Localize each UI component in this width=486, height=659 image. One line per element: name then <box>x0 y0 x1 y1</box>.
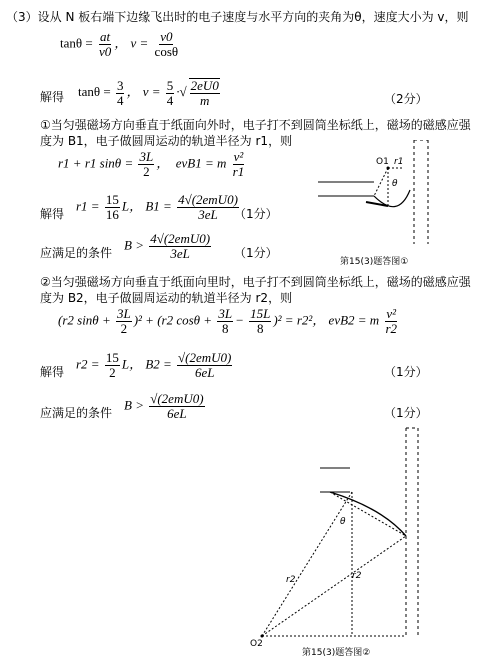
case2-condition <box>124 392 207 421</box>
case2-solution <box>76 351 234 380</box>
case2-condition-b: B > <box>124 397 144 413</box>
case1-figure <box>318 140 486 268</box>
case2-eq-part3-num: 15L <box>250 306 271 321</box>
fig1-r-label: r1 <box>394 157 404 167</box>
fig2-theta-label: θ <box>340 517 346 527</box>
case1-sol-r-num: 15 <box>105 192 119 207</box>
case1-sol-r-fraction <box>105 193 120 222</box>
case1-sol-b-fraction <box>177 193 239 222</box>
eq-tan-fraction <box>98 30 112 59</box>
case1-eq-right-fraction <box>232 150 246 179</box>
case1-eq-left-den: 2 <box>143 164 150 179</box>
case2-text-line2: 度为 B2，电子做圆周运动的轨道半径为 r2，则 <box>40 291 293 305</box>
fig2-r2-label: r2 <box>352 571 362 581</box>
eq-tan-num: at <box>100 29 111 44</box>
fig1-caption: 第15(3)题答图① <box>340 257 409 267</box>
case1-condition-fraction <box>149 232 211 261</box>
sol-v-fraction <box>166 79 175 108</box>
part3-solve-label: 解得 <box>40 90 65 104</box>
fig1-radius-to-plate <box>374 168 388 196</box>
case2-sol-r-num: 15 <box>105 350 119 365</box>
sol-v-root-num: 2eU0 <box>190 78 219 93</box>
sol-tan-den: 4 <box>116 92 124 108</box>
fig2-r-label: r2 <box>286 575 296 585</box>
case2-text-line1: ②当匀强磁场方向垂直于纸面向里时，电子打不到圆筒坐标纸上，磁场的磁感应强 <box>40 275 471 289</box>
case1-eq-right-den: r1 <box>232 164 245 179</box>
case1-sol-b: B1 = <box>145 198 172 214</box>
sol-tan-fraction <box>116 79 125 108</box>
fig2-center-dot <box>261 635 264 638</box>
sol-v-root <box>189 78 220 108</box>
case2-eq-part1-den: 2 <box>120 321 128 336</box>
case1-eq-left-num: 3L <box>139 149 154 164</box>
case2-sol-r-tail: L， <box>121 356 143 372</box>
eq-part3-solution: tanθ = $\frac{3}{4}$ ， v = $\frac{5}{4}$ ·√ $\frac{2eU0}{m}$ <box>78 77 219 108</box>
eq-v-num: v0 <box>160 29 173 44</box>
part3-score: （2分） <box>384 92 428 106</box>
eq-v-den: cosθ <box>154 44 179 59</box>
fig2-radius-2 <box>262 536 406 636</box>
eq-tan-label: tanθ = <box>60 35 93 51</box>
case2-eq-right-num: v² <box>386 306 397 321</box>
case1-eq-right-num: v² <box>233 149 244 164</box>
case1-equation: r1 + r1 sinθ = $\frac{3L}{2}$ ， evB1 = m $\frac{\text{v²}}{r1}$ <box>58 149 245 179</box>
case2-eq-part2-fraction <box>217 307 233 336</box>
case2-eq-part2: )² + (r2 cosθ + <box>133 312 213 328</box>
case2-score: （1分） <box>384 365 428 379</box>
case2-eq-right: evB2 = m <box>328 312 380 328</box>
case2-sol-b: B2 = <box>145 356 172 372</box>
case2-sol-b-den: 6eL <box>194 365 215 380</box>
case2-sol-r-fraction <box>105 351 120 380</box>
case1-condition-num: 4√(2emU0) <box>150 231 211 246</box>
fig2-radius-1 <box>262 492 352 636</box>
case1-sol-r-tail: L <box>121 198 130 214</box>
eq-v-fraction <box>154 30 180 59</box>
case2-eq-part2-den: 8 <box>221 321 229 336</box>
case2-eq-right-fraction <box>384 307 398 336</box>
case1-eq-left: r1 + r1 sinθ = <box>58 155 134 171</box>
sol-v-den: 4 <box>166 92 174 108</box>
case1-condition-score: （1分） <box>234 246 278 260</box>
case1-condition <box>124 232 213 261</box>
sol-tan-label: tanθ = <box>78 83 111 99</box>
case2-figure <box>240 426 486 658</box>
eq-v-label: v = <box>130 35 149 51</box>
case2-eq-part3: − <box>235 312 244 328</box>
case2-eq-part3-fraction <box>249 307 271 336</box>
case1-condition-b: B > <box>124 237 144 253</box>
case2-eq-part1-fraction <box>116 307 132 336</box>
case2-eq-part4: )² = r2²， <box>273 312 326 328</box>
case2-eq-part3-den: 8 <box>256 321 264 336</box>
case1-solve-label: 解得 <box>40 207 65 221</box>
case2-eq-part1: (r2 sinθ + <box>58 312 111 328</box>
case1-score: （1分） <box>234 207 278 221</box>
sol-v-label: v = <box>142 83 161 99</box>
case2-equation <box>58 307 400 336</box>
case1-condition-label: 应满足的条件 <box>40 246 113 260</box>
case2-condition-den: 6eL <box>167 406 187 421</box>
case1-eq-right: evB1 = m <box>175 155 227 171</box>
fig2-chord <box>330 492 406 536</box>
case1-sol-r: r1 = <box>76 198 100 214</box>
eq-tan-den: v0 <box>98 44 112 59</box>
case2-condition-fraction <box>149 392 204 421</box>
case1-sol-b-den: 3eL <box>198 207 218 222</box>
case2-condition-num: √(2emU0) <box>150 391 204 406</box>
case2-sol-b-fraction <box>177 351 232 380</box>
case2-sol-r: r2 = <box>76 356 100 372</box>
fig2-caption: 第15(3)题答图② <box>302 648 371 658</box>
sol-v-root-den: m <box>200 93 210 108</box>
eq-velocity-relations: tanθ = $\frac{at}{v0}$ ， v = $\frac{v0}{\cos\theta}$ <box>60 29 179 59</box>
case2-eq-part1-num: 3L <box>116 306 131 321</box>
case2-condition-label: 应满足的条件 <box>40 406 113 420</box>
sol-tan-num: 3 <box>116 77 124 93</box>
fig2-o-label: O2 <box>250 639 263 649</box>
case2-eq-part2-num: 3L <box>218 306 233 321</box>
case1-solution: r1 = $\frac{15}{16}$ L， B1 = $\frac{\text{4√(2emU0)}}{3eL}$ <box>76 192 238 222</box>
case1-condition-den: 3eL <box>170 246 190 261</box>
sol-v-num: 5 <box>166 77 174 93</box>
case1-sol-b-num: 4√(2emU0) <box>178 192 238 207</box>
case1-text-line1: ①当匀强磁场方向垂直于纸面向外时，电子打不到圆筒坐标纸上，磁场的磁感应强 <box>40 118 471 132</box>
case2-sol-b-num: √(2emU0) <box>178 350 232 365</box>
part3-intro: （3）设从 N 板右端下边缘飞出时的电子速度与水平方向的夹角为θ，速度大小为 v，则 <box>6 10 469 24</box>
case1-text-line2: 度为 B1，电子做圆周运动的轨道半径为 r1，则 <box>40 134 293 148</box>
fig1-o-label: O1 <box>376 157 389 167</box>
case2-solve-label: 解得 <box>40 365 65 379</box>
case1-sol-r-den: 16 <box>105 207 119 222</box>
case1-eq-left-fraction <box>138 150 154 179</box>
case2-eq-right-den: r2 <box>385 321 398 336</box>
fig1-theta-label: θ <box>392 179 398 189</box>
case2-condition-score: （1分） <box>384 406 428 420</box>
case2-sol-r-den: 2 <box>109 365 116 380</box>
